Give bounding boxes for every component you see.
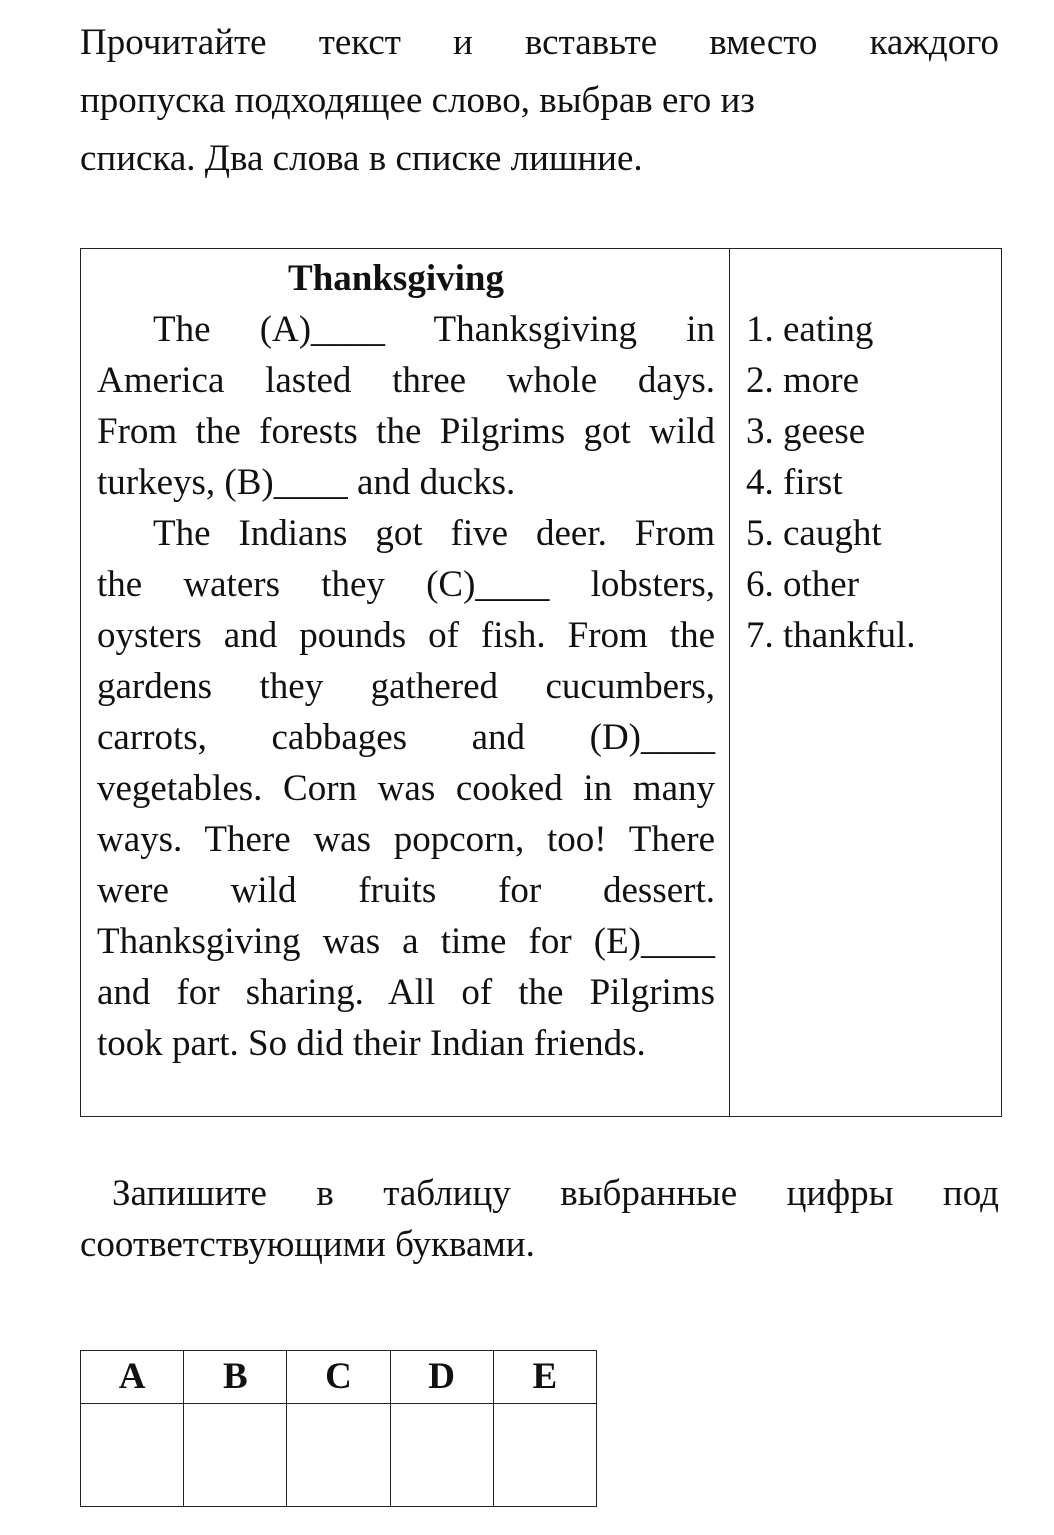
story-line: the waters they (C)____ lobsters, [97, 564, 715, 605]
answer-input-d[interactable] [391, 1404, 493, 1506]
answer-input-a[interactable] [81, 1404, 183, 1506]
answer-cell-a[interactable] [81, 1404, 184, 1507]
story-paragraph-2 [97, 508, 715, 1069]
word-option-3: 3. geese [746, 411, 866, 452]
answer-cell-d[interactable] [390, 1404, 493, 1507]
story-cell [81, 249, 730, 1117]
answer-header-e: E [493, 1351, 596, 1404]
answer-instruction-line-1: Запишите в таблицу выбранные цифры под [112, 1173, 999, 1214]
answer-input-b[interactable] [184, 1404, 286, 1506]
task-instruction [80, 14, 999, 188]
story-line: took part. So did their Indian friends. [97, 1023, 646, 1064]
answer-header-a: A [81, 1351, 184, 1404]
answer-cell-b[interactable] [184, 1404, 287, 1507]
story-line: gardens they gathered cucumbers, [97, 666, 715, 707]
answer-cell-c[interactable] [287, 1404, 390, 1507]
answer-input-c[interactable] [287, 1404, 389, 1506]
story-line: Thanksgiving was a time for (E)____ [97, 921, 715, 962]
story-line: From the forests the Pilgrims got wild [97, 411, 715, 452]
story-line: The Indians got five deer. From [153, 513, 715, 554]
answer-header-b: B [184, 1351, 287, 1404]
instruction-line-1: Прочитайте текст и вставьте вместо каждого [80, 22, 999, 63]
story-line: and for sharing. All of the Pilgrims [97, 972, 715, 1013]
story-line: oysters and pounds of fish. From the [97, 615, 715, 656]
story-line: The (A)____ Thanksgiving in [153, 309, 715, 350]
task-table [80, 248, 1002, 1117]
word-option-4: 4. first [746, 462, 843, 503]
word-option-2: 2. more [746, 360, 860, 401]
story-paragraph-1 [97, 304, 715, 508]
instruction-line-2: пропуска подходящее слово, выбрав его из [80, 80, 755, 121]
answer-instruction-line-2: соответствующими буквами. [80, 1224, 535, 1265]
story-line: vegetables. Corn was cooked in many [97, 768, 715, 809]
answer-input-e[interactable] [494, 1404, 596, 1506]
answer-table-input-row [81, 1404, 597, 1507]
story-line: turkeys, (B)____ and ducks. [97, 462, 516, 503]
story-title: Thanksgiving [288, 258, 504, 299]
answer-instruction [80, 1168, 999, 1270]
answer-header-c: C [287, 1351, 390, 1404]
word-list [746, 304, 1001, 661]
story-line: were wild fruits for dessert. [97, 870, 715, 911]
story-line: America lasted three whole days. [97, 360, 715, 401]
word-option-5: 5. caught [746, 513, 882, 554]
word-option-1: 1. eating [746, 309, 874, 350]
story-line: ways. There was popcorn, too! There [97, 819, 715, 860]
answer-table [80, 1350, 597, 1507]
answer-cell-e[interactable] [493, 1404, 596, 1507]
instruction-line-3: списка. Два слова в списке лишние. [80, 138, 643, 179]
answer-header-d: D [390, 1351, 493, 1404]
word-option-7: 7. thankful. [746, 615, 916, 656]
word-list-cell [730, 249, 1002, 1117]
story-line: carrots, cabbages and (D)____ [97, 717, 715, 758]
answer-table-header-row [81, 1351, 597, 1404]
word-option-6: 6. other [746, 564, 860, 605]
